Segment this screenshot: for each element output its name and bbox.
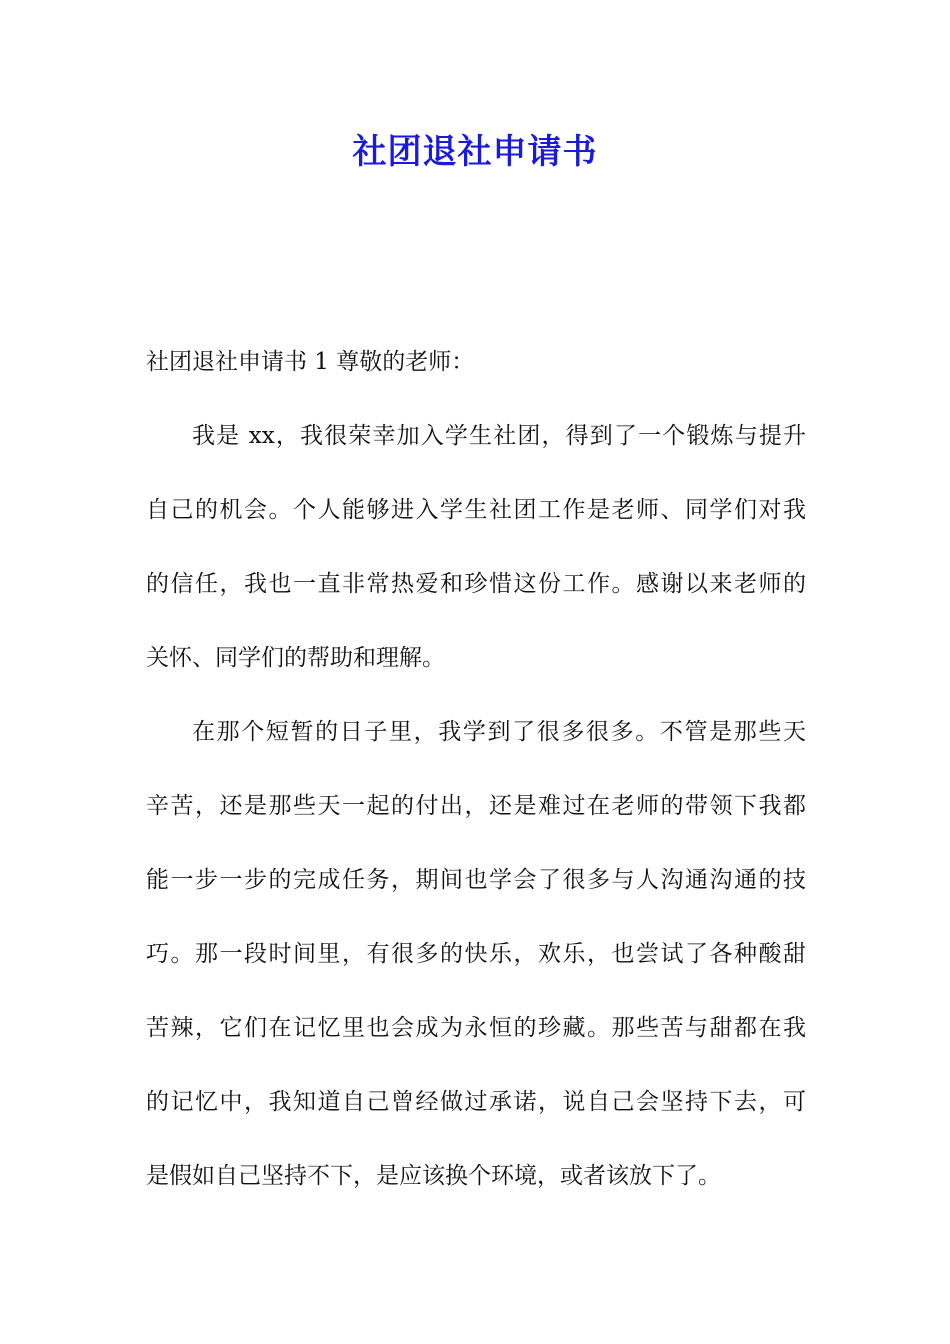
paragraph-2-line-7: 是假如自己坚持不下，是应该换个环境，或者该放下了。 — [146, 1163, 721, 1189]
salutation-line: 社团退社申请书 1 尊敬的老师： — [146, 349, 475, 375]
paragraph-2-line-3: 能一步一步的完成任务，期间也学会了很多与人沟通沟通的技 — [146, 867, 806, 893]
paragraph-2-line-1: 在那个短暂的日子里，我学到了很多很多。不管是那些天 — [192, 719, 806, 745]
paragraph-2-line-5: 苦辣，它们在记忆里也会成为永恒的珍藏。那些苦与甜都在我 — [146, 1015, 806, 1041]
paragraph-2-line-6: 的记忆中，我知道自己曾经做过承诺，说自己会坚持下去，可 — [146, 1089, 806, 1115]
paragraph-1-line-4: 关怀、同学们的帮助和理解。 — [146, 645, 445, 671]
document-body — [146, 340, 806, 1228]
paragraph-1-line-3: 的信任，我也一直非常热爱和珍惜这份工作。感谢以来老师的 — [146, 571, 806, 597]
paragraph-1-line-2: 自己的机会。个人能够进入学生社团工作是老师、同学们对我 — [146, 497, 806, 523]
paragraph-1-line-1: 我是 xx，我很荣幸加入学生社团，得到了一个锻炼与提升 — [192, 423, 806, 449]
paragraph-2-line-2: 辛苦，还是那些天一起的付出，还是难过在老师的带领下我都 — [146, 793, 806, 819]
paragraph-2-line-4: 巧。那一段时间里，有很多的快乐，欢乐，也尝试了各种酸甜 — [146, 941, 806, 967]
document-title: 社团退社申请书 — [352, 132, 598, 172]
